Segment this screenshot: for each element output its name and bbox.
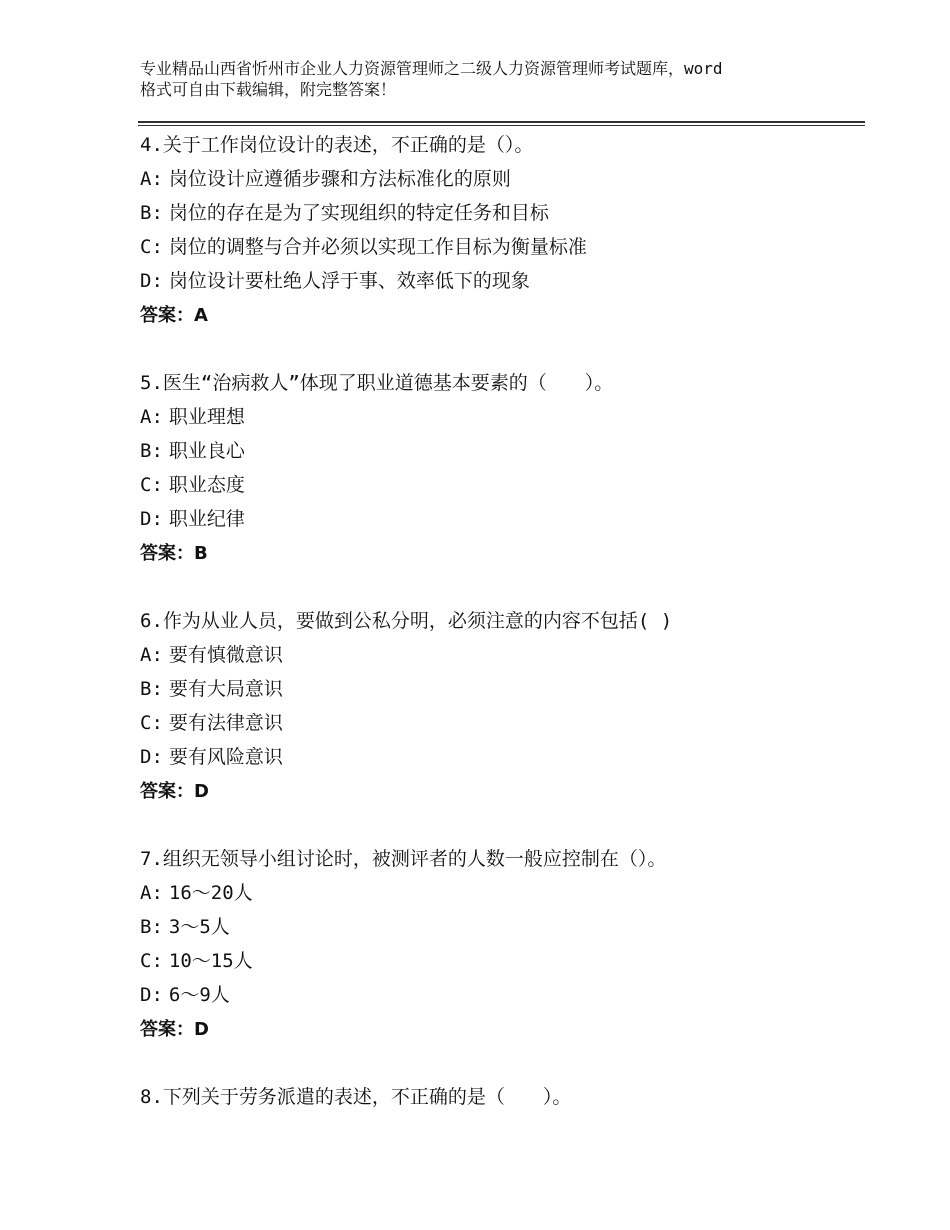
option-text: 要有法律意识: [168, 712, 283, 734]
option-c: [140, 471, 860, 505]
option-c: [140, 233, 860, 267]
option-key: C:: [140, 712, 163, 734]
option-key: A:: [140, 168, 163, 190]
option-b: [140, 437, 860, 471]
question-stem: 4.关于工作岗位设计的表述，不正确的是（）。: [140, 134, 534, 156]
option-text: 6～9人: [168, 984, 230, 1006]
answer-label: 答案：D: [140, 781, 209, 802]
option-text: 岗位设计应遵循步骤和方法标准化的原则: [168, 168, 511, 190]
option-d: [140, 743, 860, 777]
option-text: 岗位设计要杜绝人浮于事、效率低下的现象: [168, 270, 530, 292]
option-d: [140, 505, 860, 539]
option-key: D:: [140, 508, 163, 530]
question-6: [140, 607, 860, 809]
option-key: B:: [140, 440, 163, 462]
option-text: 职业良心: [168, 440, 245, 462]
option-key: C:: [140, 474, 163, 496]
answer-label: 答案：A: [140, 305, 208, 326]
option-c: [140, 947, 860, 981]
header-divider-thick: [138, 121, 865, 123]
option-a: [140, 403, 860, 437]
question-list: [140, 131, 860, 1153]
document-header: [140, 58, 830, 100]
question-stem: 8.下列关于劳务派遣的表述，不正确的是（ ）。: [140, 1086, 572, 1108]
option-text: 10～15人: [168, 950, 253, 972]
answer-label: 答案：B: [140, 543, 208, 564]
option-key: B:: [140, 202, 163, 224]
question-7: [140, 845, 860, 1047]
option-b: [140, 913, 860, 947]
header-line-1: 专业精品山西省忻州市企业人力资源管理师之二级人力资源管理师考试题库，word: [140, 59, 723, 78]
option-text: 岗位的存在是为了实现组织的特定任务和目标: [168, 202, 549, 224]
option-a: [140, 879, 860, 913]
option-key: A:: [140, 882, 163, 904]
option-c: [140, 709, 860, 743]
option-text: 岗位的调整与合并必须以实现工作目标为衡量标准: [168, 236, 587, 258]
option-key: D:: [140, 984, 163, 1006]
option-text: 职业态度: [168, 474, 245, 496]
option-text: 16～20人: [168, 882, 253, 904]
option-b: [140, 675, 860, 709]
option-text: 3～5人: [168, 916, 230, 938]
option-key: D:: [140, 746, 163, 768]
option-d: [140, 267, 860, 301]
answer-label: 答案：D: [140, 1019, 209, 1040]
option-text: 职业理想: [168, 406, 245, 428]
option-key: B:: [140, 678, 163, 700]
option-text: 要有风险意识: [168, 746, 283, 768]
option-d: [140, 981, 860, 1015]
question-stem: 5.医生“治病救人”体现了职业道德基本要素的（ ）。: [140, 372, 614, 394]
option-a: [140, 641, 860, 675]
header-divider-thin: [138, 125, 865, 126]
option-text: 职业纪律: [168, 508, 245, 530]
question-5: [140, 369, 860, 571]
question-4: [140, 131, 860, 333]
option-key: A:: [140, 644, 163, 666]
question-8: [140, 1083, 860, 1117]
option-key: B:: [140, 916, 163, 938]
option-text: 要有大局意识: [168, 678, 283, 700]
option-key: D:: [140, 270, 163, 292]
question-stem: 7.组织无领导小组讨论时，被测评者的人数一般应控制在（）。: [140, 848, 667, 870]
option-key: C:: [140, 950, 163, 972]
option-b: [140, 199, 860, 233]
option-a: [140, 165, 860, 199]
option-key: C:: [140, 236, 163, 258]
option-key: A:: [140, 406, 163, 428]
question-stem: 6.作为从业人员，要做到公私分明，必须注意的内容不包括( ): [140, 610, 673, 632]
header-line-2: 格式可自由下载编辑，附完整答案！: [140, 80, 397, 99]
option-text: 要有慎微意识: [168, 644, 283, 666]
